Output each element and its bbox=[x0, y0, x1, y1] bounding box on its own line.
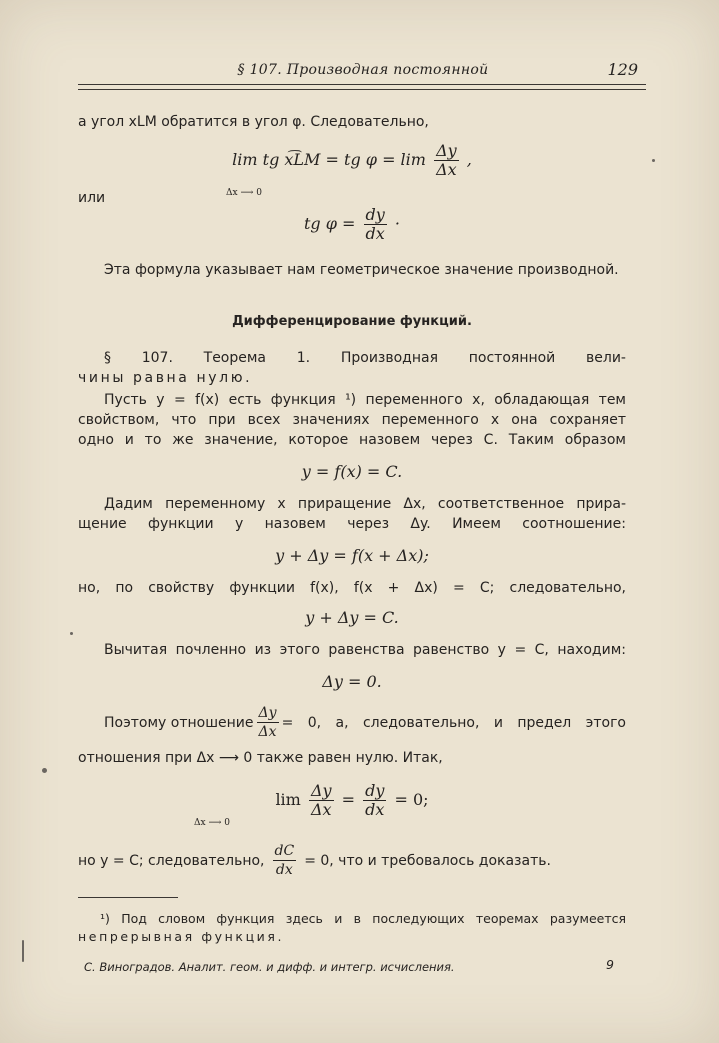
formula-text: , bbox=[466, 150, 472, 169]
formula: y + Δy = C. bbox=[305, 608, 399, 627]
section-title: Дифференцирование функций. bbox=[232, 314, 472, 329]
text-line: одно и то же значение, которое назовем через C. Таким образом bbox=[78, 432, 626, 448]
header-rule bbox=[78, 84, 646, 85]
formula-text: lim tg x͡LM = tg φ = lim bbox=[232, 150, 426, 169]
footnote-rule bbox=[78, 897, 178, 898]
fraction bbox=[257, 704, 279, 741]
text-line: свойством, что при всех значениях переменного x она сохраняет bbox=[78, 412, 626, 428]
text-span: = 0, а, следовательно, и предел этого bbox=[281, 714, 626, 731]
footnote-line: ¹) Под словом функция здесь и в последующих теоремах разумеется bbox=[100, 911, 626, 926]
numerator: dy bbox=[365, 781, 385, 800]
denominator: dx bbox=[275, 862, 293, 878]
numerator: Δy bbox=[310, 781, 332, 800]
formula-text: tg φ = bbox=[303, 214, 356, 233]
fraction bbox=[364, 206, 387, 243]
theorem-line: § 107. Теорема 1. Производная постоянной вели- bbox=[104, 350, 626, 366]
fraction bbox=[273, 842, 297, 879]
text-span: = 0, что и требовалось доказать. bbox=[304, 852, 551, 869]
denominator: Δx bbox=[258, 724, 277, 740]
text-line-with-fraction bbox=[78, 842, 626, 879]
page-number: 129 bbox=[607, 60, 638, 79]
limit-subscript-text: Δx ⟶ 0 bbox=[226, 188, 262, 198]
theorem-line: чины равна нулю. bbox=[78, 370, 253, 386]
lim-operator: lim bbox=[275, 790, 301, 809]
footnote-line: непрерывная функция. bbox=[78, 929, 285, 944]
numerator: Δy bbox=[436, 141, 457, 160]
denominator: Δx bbox=[436, 160, 457, 179]
formula-limit-ratio: lim $\frac{\Delta y}{\Delta x}$ = $\frac{dy}{dx}$ = 0; bbox=[275, 781, 429, 819]
limit-subscript bbox=[0, 810, 486, 829]
signature-line: С. Виноградов. Аналит. геом. и дифф. и интегр. исчисления. bbox=[84, 960, 455, 974]
header-rule-thin bbox=[78, 89, 646, 90]
header-title: § 107. Производная постоянной bbox=[237, 62, 489, 78]
numerator: dC bbox=[274, 843, 295, 859]
formula-text: · bbox=[394, 214, 400, 233]
denominator: Δx bbox=[310, 800, 332, 819]
text-line: или bbox=[78, 190, 106, 206]
numerator: Δy bbox=[258, 705, 277, 721]
formula: Δy = 0. bbox=[322, 672, 382, 691]
formula: y = f(x) = C. bbox=[301, 462, 403, 481]
formula-text: = 0; bbox=[394, 790, 429, 809]
text-line: Вычитая почленно из этого равенства равенство y = C, находим: bbox=[104, 642, 626, 658]
sheet-number: 9 bbox=[606, 957, 614, 972]
running-header bbox=[78, 58, 648, 84]
scan-speck bbox=[70, 632, 73, 635]
text-line: отношения при Δx ⟶ 0 также равен нулю. Итак, bbox=[78, 750, 443, 766]
text-span: но y = C; следовательно, bbox=[78, 852, 265, 869]
formula: y + Δy = f(x + Δx); bbox=[275, 546, 429, 565]
text-line: а угол xLM обратится в угол φ. Следовательно, bbox=[78, 114, 429, 130]
text-line: Пусть y = f(x) есть функция ¹) переменного x, обладающая тем bbox=[104, 392, 626, 408]
scan-speck bbox=[652, 159, 655, 162]
fraction bbox=[434, 142, 459, 179]
denominator: dx bbox=[365, 224, 385, 243]
numerator: dy bbox=[365, 205, 385, 224]
scan-mark bbox=[22, 940, 24, 962]
scan-speck bbox=[42, 768, 47, 773]
text-span: Поэтому отношение bbox=[104, 714, 254, 731]
text-line: но, по свойству функции f(x), f(x + Δx) = C; следовательно, bbox=[78, 580, 626, 596]
formula-limit-tangent bbox=[78, 142, 626, 179]
text-line-with-fraction bbox=[104, 704, 626, 741]
text-line: Дадим переменному x приращение Δx, соответственное прира- bbox=[104, 496, 626, 512]
text-line: Эта формула указывает нам геометрическое значение производной. bbox=[104, 262, 619, 278]
text-line: щение функции y назовем через Δy. Имеем соотношение: bbox=[78, 516, 626, 532]
limit-subscript-text: Δx ⟶ 0 bbox=[194, 818, 230, 828]
formula-tangent-derivative bbox=[78, 206, 626, 243]
denominator: dx bbox=[365, 800, 385, 819]
